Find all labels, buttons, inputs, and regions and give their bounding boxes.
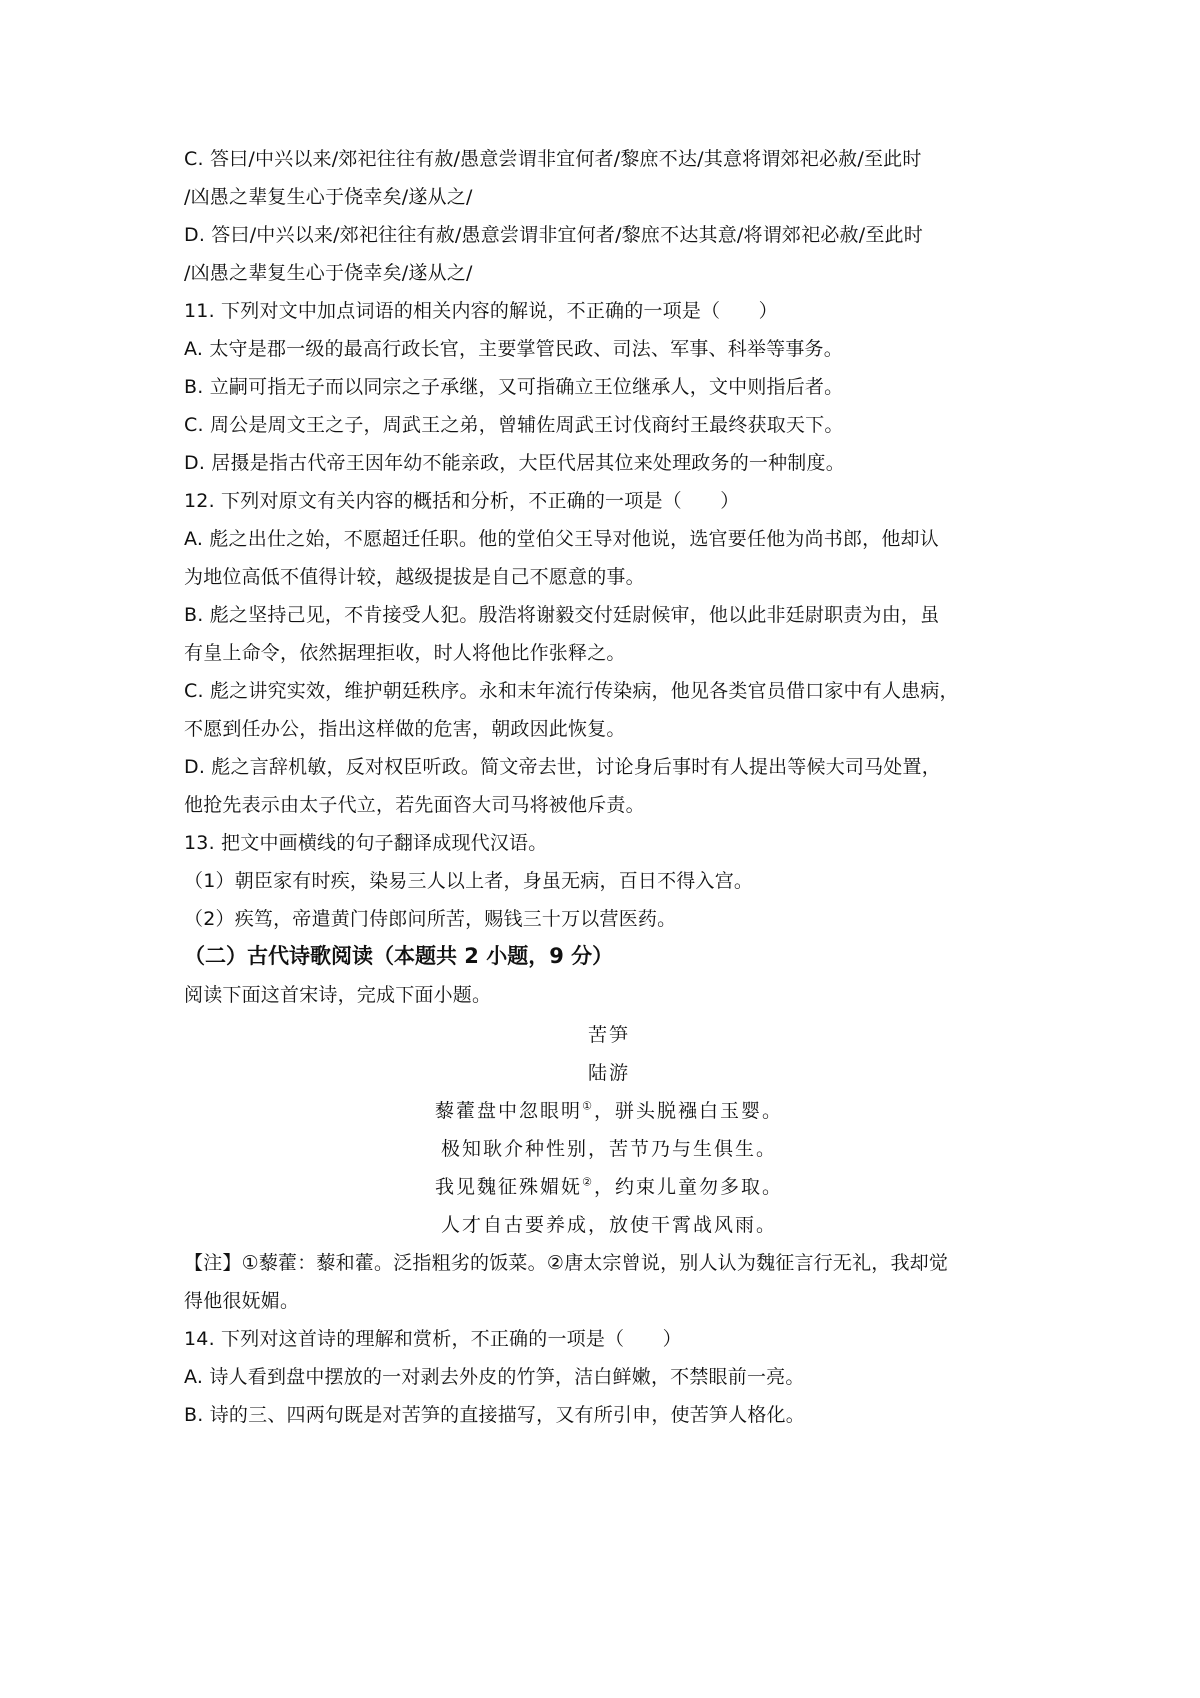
question-12-option-a-line-1: A. 彪之出仕之始，不愿超迁任职。他的堂伯父王导对他说，选官要任他为尚书郎，他却认 — [184, 528, 939, 550]
footnote-mark-2: ② — [582, 1175, 594, 1189]
poem-line-1-part-a: 藜藿盘中忽眼明 — [435, 1100, 583, 1122]
question-13-item-1: （1）朝臣家有时疾，染易三人以上者，身虽无病，百日不得入宫。 — [184, 870, 754, 892]
option-d-line-1: D. 答曰/中兴以来/郊祀往往有赦/愚意尝谓非宜何者/黎庶不达其意/将谓郊祀必赦/至此时 — [184, 224, 923, 246]
question-11-option-c: C. 周公是周文王之子，周武王之弟，曾辅佐周武王讨伐商纣王最终获取天下。 — [184, 414, 844, 436]
question-14-option-b: B. 诗的三、四两句既是对苦笋的直接描写，又有所引申，使苦笋人格化。 — [184, 1404, 805, 1426]
question-12-option-a-line-2: 为地位高低不值得计较，越级提拔是自己不愿意的事。 — [184, 566, 645, 588]
question-12-option-b-line-2: 有皇上命令，依然据理拒收，时人将他比作张释之。 — [184, 642, 626, 664]
question-12-option-b-line-1: B. 彪之坚持己见，不肯接受人犯。殷浩将谢毅交付廷尉候审，他以此非廷尉职责为由，虽 — [184, 604, 940, 626]
footnote-mark-1: ① — [582, 1099, 594, 1113]
poem-line-1 — [184, 1098, 1034, 1124]
option-c-line-2: /凶愚之辈复生心于侥幸矣/遂从之/ — [184, 186, 473, 208]
poem-line-1-part-b: ，骈头脱襁白玉婴。 — [593, 1100, 783, 1122]
section-heading: （二）古代诗歌阅读（本题共 2 小题，9 分） — [184, 944, 614, 968]
question-11-option-d: D. 居摄是指古代帝王因年幼不能亲政，大臣代居其位来处理政务的一种制度。 — [184, 452, 845, 474]
question-12-option-d-line-2: 他抢先表示由太子代立，若先面咨大司马将被他斥责。 — [184, 794, 645, 816]
reading-instruction: 阅读下面这首宋诗，完成下面小题。 — [184, 984, 492, 1006]
poem-title: 苦笋 — [587, 1024, 630, 1046]
poem-note-line-2: 得他很妩媚。 — [184, 1290, 300, 1312]
poem-note-line-1: 【注】①藜藿：藜和藿。泛指粗劣的饭菜。②唐太宗曾说，别人认为魏征言行无礼，我却觉 — [184, 1252, 949, 1274]
question-11-option-b: B. 立嗣可指无子而以同宗之子承继，又可指确立王位继承人，文中则指后者。 — [184, 376, 844, 398]
question-13: 13. 把文中画横线的句子翻译成现代汉语。 — [184, 832, 548, 854]
question-12-option-c-line-1: C. 彪之讲究实效，维护朝廷秩序。永和末年流行传染病，他见各类官员借口家中有人患病， — [184, 680, 959, 702]
question-11-option-a: A. 太守是郡一级的最高行政长官，主要掌管民政、司法、军事、科举等事务。 — [184, 338, 843, 360]
question-12: 12. 下列对原文有关内容的概括和分析，不正确的一项是（ ） — [184, 490, 740, 512]
poem-author: 陆游 — [587, 1062, 630, 1084]
question-14-option-a: A. 诗人看到盘中摆放的一对剥去外皮的竹笋，洁白鲜嫩，不禁眼前一亮。 — [184, 1366, 805, 1388]
question-12-option-c-line-2: 不愿到任办公，指出这样做的危害，朝政因此恢复。 — [184, 718, 626, 740]
option-d-line-2: /凶愚之辈复生心于侥幸矣/遂从之/ — [184, 262, 473, 284]
poem-line-3-part-b: ，约束儿童勿多取。 — [593, 1176, 783, 1198]
poem-line-4: 人才自古要养成，放使干霄战风雨。 — [440, 1214, 777, 1236]
option-c-line-1: C. 答曰/中兴以来/郊祀往往有赦/愚意尝谓非宜何者/黎庶不达/其意将谓郊祀必赦/至此时 — [184, 148, 922, 170]
poem-line-3-part-a: 我见魏征殊媚妩 — [435, 1176, 583, 1198]
question-11: 11. 下列对文中加点词语的相关内容的解说，不正确的一项是（ ） — [184, 300, 778, 322]
question-12-option-d-line-1: D. 彪之言辞机敏，反对权臣听政。简文帝去世，讨论身后事时有人提出等候大司马处置， — [184, 756, 941, 778]
poem-line-2: 极知耿介种性别，苦节乃与生俱生。 — [440, 1138, 777, 1160]
question-13-item-2: （2）疾笃，帝遣黄门侍郎问所苦，赐钱三十万以营医药。 — [184, 908, 677, 930]
question-14: 14. 下列对这首诗的理解和赏析，不正确的一项是（ ） — [184, 1328, 682, 1350]
poem-line-3 — [184, 1174, 1034, 1200]
